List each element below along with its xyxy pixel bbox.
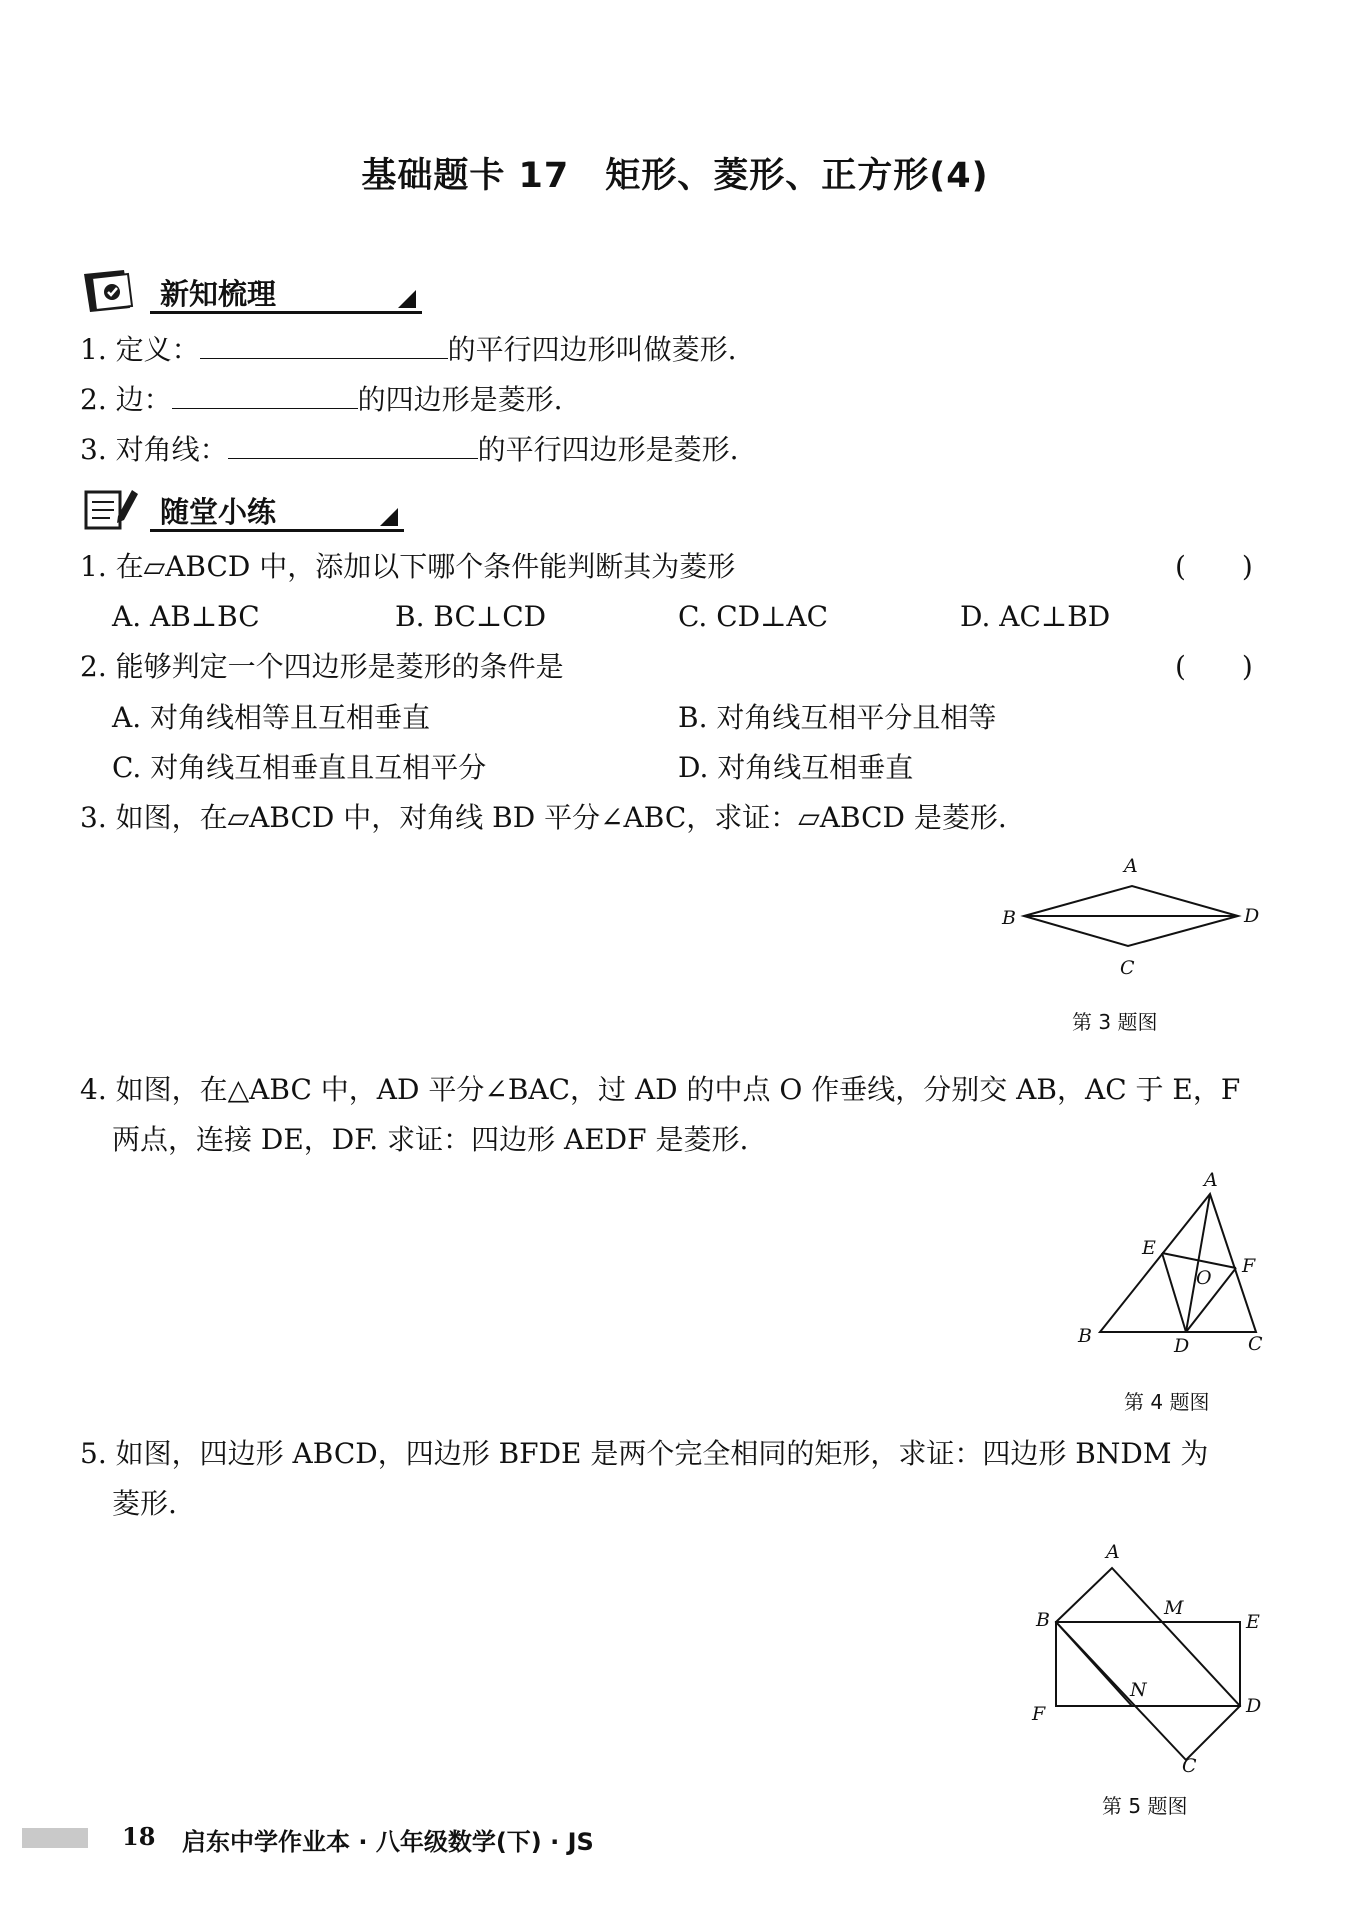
figure-label-c: C: [1182, 1755, 1197, 1777]
item-suffix: 的四边形是菱形.: [357, 383, 563, 416]
option-a[interactable]: A. 对角线相等且互相垂直: [112, 701, 431, 734]
question-4-line-2: 两点，连接 DE，DF. 求证：四边形 AEDF 是菱形.: [112, 1123, 749, 1156]
question-5-line-1: 5. 如图，四边形 ABCD，四边形 BFDE 是两个完全相同的矩形，求证：四边形 BNDM 为: [80, 1437, 1209, 1470]
item-prefix: 3. 对角线：: [80, 433, 228, 466]
figure-label-f: F: [1032, 1703, 1046, 1725]
side-line: [80, 382, 563, 418]
answer-parentheses[interactable]: ( ): [1175, 650, 1253, 683]
section-label: 新知梳理: [160, 277, 277, 311]
figure-label-d: D: [1174, 1335, 1190, 1357]
section-underline: [150, 311, 422, 314]
figure-label-d: D: [1244, 905, 1260, 927]
question-5-line-2: 菱形.: [112, 1487, 177, 1520]
figure-4-caption: 第 4 题图: [1124, 1390, 1210, 1414]
answer-parentheses[interactable]: ( ): [1175, 550, 1253, 583]
page-number: 18: [122, 1822, 156, 1851]
figure-label-c: C: [1248, 1333, 1263, 1355]
option-d[interactable]: D. 对角线互相垂直: [678, 751, 914, 784]
figure-label-e: E: [1142, 1237, 1156, 1259]
page-title: 基础题卡 17 矩形、菱形、正方形(4): [361, 156, 989, 196]
footer-gray-bar: [22, 1828, 88, 1848]
definition-line: [80, 332, 737, 368]
figure-label-b: B: [1036, 1609, 1050, 1631]
answer-blank[interactable]: [228, 432, 478, 459]
figure-label-m: M: [1164, 1597, 1184, 1619]
figure-3-rhombus: [1000, 850, 1260, 980]
figure-label-b: B: [1078, 1325, 1092, 1347]
option-b[interactable]: B. 对角线互相平分且相等: [678, 701, 997, 734]
option-d[interactable]: D. AC⊥BD: [960, 600, 1111, 633]
option-c[interactable]: C. CD⊥AC: [678, 600, 829, 633]
figure-5-caption: 第 5 题图: [1102, 1794, 1188, 1818]
question-2-stem: 2. 能够判定一个四边形是菱形的条件是: [80, 650, 564, 683]
figure-3-caption: 第 3 题图: [1072, 1010, 1158, 1034]
section-label: 随堂小练: [160, 495, 277, 529]
figure-label-n: N: [1130, 1679, 1147, 1701]
footer: [22, 1820, 822, 1860]
figure-label-a: A: [1204, 1170, 1218, 1191]
figure-label-a: A: [1124, 855, 1138, 877]
figure-4-triangle: [1070, 1170, 1270, 1360]
question-1-stem: 1. 在▱ABCD 中，添加以下哪个条件能判断其为菱形: [80, 550, 736, 583]
notepad-pencil-icon: [80, 486, 142, 532]
option-b[interactable]: B. BC⊥CD: [395, 600, 547, 633]
notebook-check-icon: [80, 268, 142, 314]
item-suffix: 的平行四边形是菱形.: [477, 433, 739, 466]
figure-5-rectangles: [1020, 1538, 1270, 1778]
figure-label-b: B: [1002, 907, 1016, 929]
option-c[interactable]: C. 对角线互相垂直且互相平分: [112, 751, 487, 784]
section-header-class-practice: [80, 486, 340, 532]
figure-label-a: A: [1106, 1541, 1120, 1563]
footer-text: 启东中学作业本 · 八年级数学(下) · JS: [182, 1828, 594, 1856]
answer-blank[interactable]: [200, 332, 448, 359]
figure-label-f: F: [1242, 1255, 1256, 1277]
figure-label-c: C: [1120, 957, 1135, 979]
figure-label-e: E: [1246, 1611, 1260, 1633]
diagonal-line: [80, 432, 739, 468]
item-prefix: 2. 边：: [80, 383, 172, 416]
item-prefix: 1. 定义：: [80, 333, 200, 366]
section-underline: [150, 529, 404, 532]
question-3-stem: 3. 如图，在▱ABCD 中，对角线 BD 平分∠ABC，求证：▱ABCD 是菱形.: [80, 801, 1007, 834]
section-corner-triangle: [380, 508, 398, 526]
option-a[interactable]: A. AB⊥BC: [112, 600, 260, 633]
figure-label-o: O: [1196, 1267, 1212, 1289]
section-header-new-knowledge: [80, 268, 360, 314]
question-4-line-1: 4. 如图，在△ABC 中，AD 平分∠BAC，过 AD 的中点 O 作垂线，分别交 AB，AC 于 E，F: [80, 1073, 1241, 1106]
answer-blank[interactable]: [172, 382, 358, 409]
figure-label-d: D: [1246, 1695, 1262, 1717]
section-corner-triangle: [398, 290, 416, 308]
item-suffix: 的平行四边形叫做菱形.: [447, 333, 737, 366]
